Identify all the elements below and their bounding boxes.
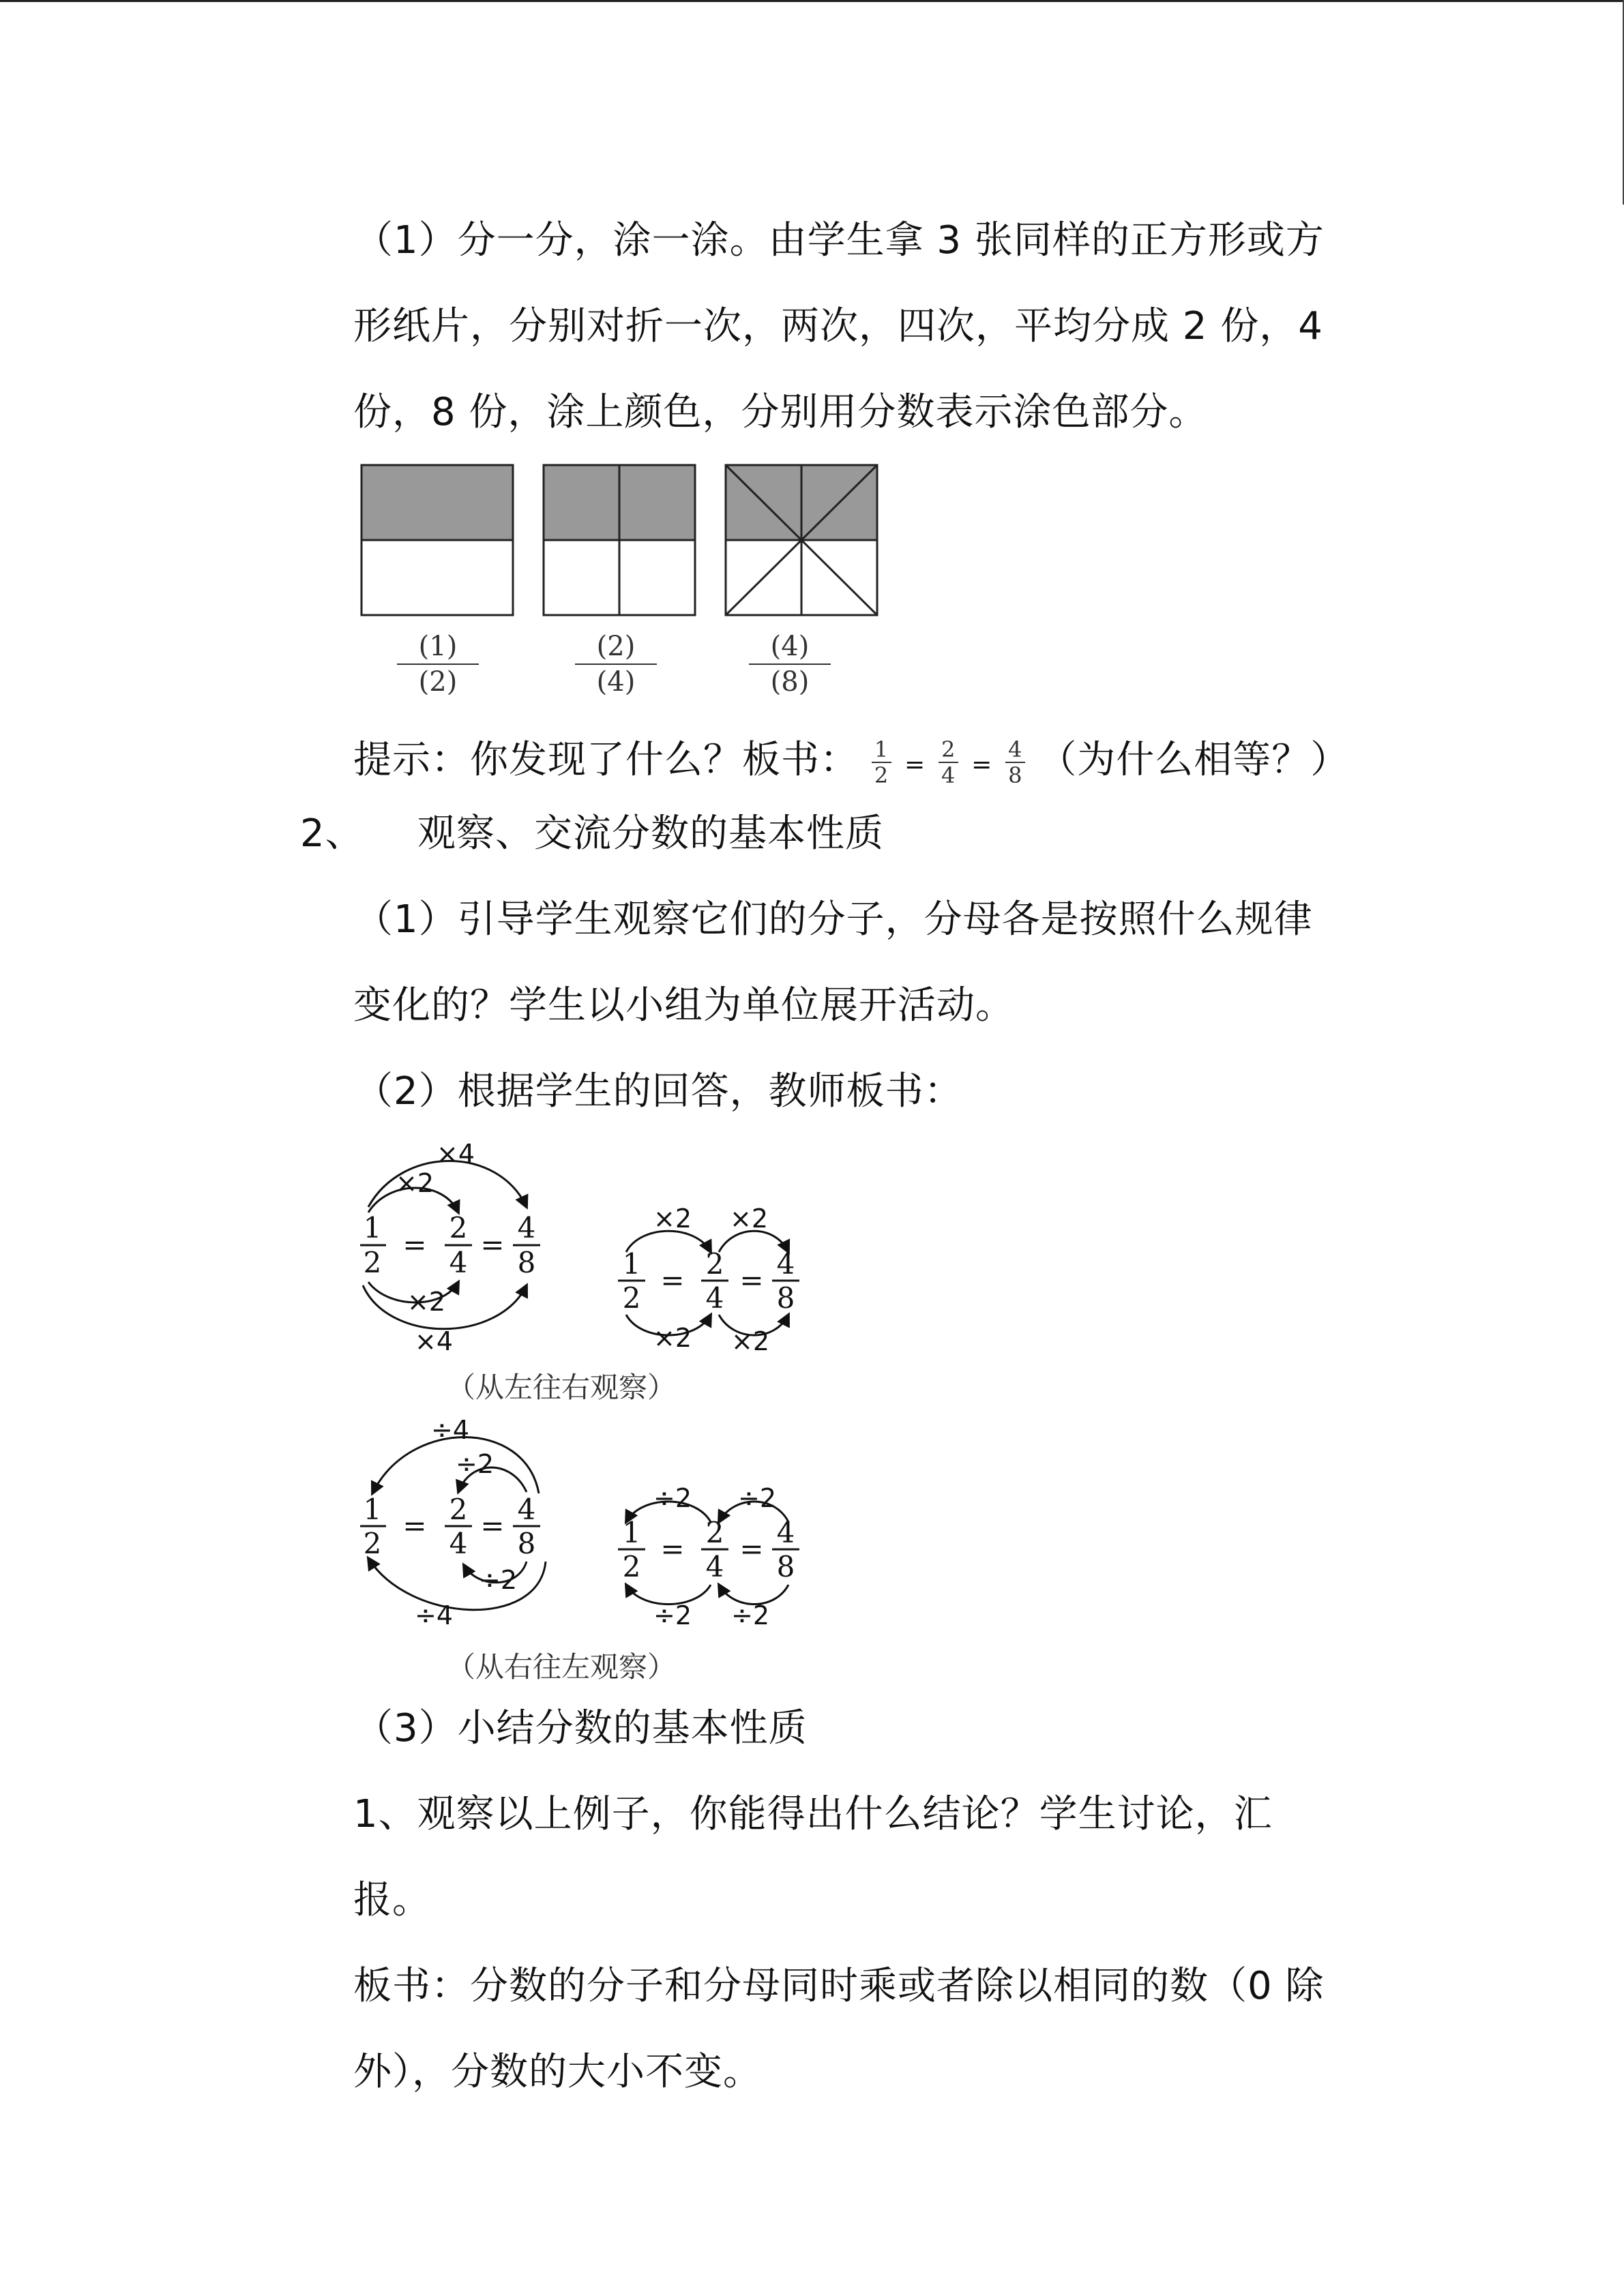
para1-line2: 形纸片，分别对折一次，两次，四次，平均分成 2 份，4 (353, 304, 1323, 348)
svg-text:4: 4 (517, 1211, 536, 1244)
svg-text:÷2: ÷2 (478, 1565, 518, 1595)
svg-text:=: = (660, 1532, 685, 1566)
svg-text:÷2: ÷2 (653, 1483, 692, 1513)
caption-2-4: (2) (4) (575, 631, 657, 698)
svg-text:8: 8 (776, 1281, 795, 1315)
inline-fraction-1-2: $\frac{1}{2}$ (872, 737, 891, 788)
svg-text:÷2: ÷2 (737, 1483, 777, 1513)
svg-text:4: 4 (517, 1493, 536, 1526)
svg-text:2: 2 (449, 1211, 468, 1244)
hint-prefix: 提示：你发现了什么？板书： (353, 738, 859, 782)
equals-sign: = (904, 751, 926, 779)
svg-text:1: 1 (622, 1516, 641, 1549)
para2-line1: （1）引导学生观察它们的分子，分母各是按照什么规律 (355, 897, 1313, 942)
svg-text:÷4: ÷4 (414, 1600, 454, 1630)
caption-4-8: (4) (8) (749, 631, 831, 698)
note-right-to-left: （从右往左观察） (447, 1650, 677, 1684)
equals-sign: = (971, 751, 993, 779)
inline-fraction-2-4: $\frac{2}{4}$ (939, 737, 958, 788)
svg-text:8: 8 (776, 1550, 795, 1583)
svg-text:1: 1 (622, 1247, 641, 1281)
svg-text:×4: ×4 (414, 1326, 454, 1356)
svg-text:2: 2 (622, 1550, 641, 1583)
note-left-to-right: （从左往右观察） (447, 1371, 677, 1404)
svg-text:4: 4 (705, 1550, 724, 1583)
para1-line3: 份，8 份，涂上颜色，分别用分数表示涂色部分。 (353, 390, 1208, 434)
para4: （3）小结分数的基本性质 (355, 1706, 808, 1750)
para6-line1: 板书：分数的分子和分母同时乘或者除以相同的数（0 除 (353, 1964, 1325, 2008)
para3: （2）根据学生的回答，教师板书： (355, 1069, 963, 1114)
caption-1-2: (1) (2) (397, 631, 479, 698)
svg-text:8: 8 (517, 1527, 536, 1560)
svg-text:2: 2 (449, 1493, 468, 1526)
svg-text:=: = (660, 1264, 685, 1297)
hint-suffix: （为什么相等？） (1038, 738, 1350, 782)
svg-text:4: 4 (705, 1281, 724, 1315)
svg-text:4: 4 (449, 1246, 468, 1279)
svg-text:÷4: ÷4 (430, 1415, 470, 1445)
svg-text:÷2: ÷2 (730, 1600, 770, 1630)
svg-text:×4: ×4 (436, 1139, 475, 1169)
svg-text:2: 2 (363, 1527, 382, 1560)
svg-text:×2: ×2 (653, 1204, 692, 1234)
svg-text:2: 2 (705, 1247, 724, 1281)
svg-text:=: = (402, 1228, 427, 1262)
svg-text:2: 2 (705, 1516, 724, 1549)
svg-text:=: = (739, 1264, 764, 1297)
svg-text:4: 4 (449, 1527, 468, 1560)
svg-text:2: 2 (622, 1281, 641, 1315)
svg-text:×2: ×2 (729, 1204, 769, 1234)
para5-line2: 报。 (353, 1878, 431, 1922)
svg-text:=: = (480, 1509, 505, 1542)
inline-fraction-4-8: $\frac{4}{8}$ (1005, 737, 1025, 788)
svg-text:=: = (402, 1509, 427, 1542)
svg-text:÷2: ÷2 (455, 1449, 494, 1479)
svg-text:=: = (480, 1228, 505, 1262)
svg-text:1: 1 (363, 1211, 382, 1244)
svg-text:÷2: ÷2 (653, 1600, 692, 1630)
section2-title: 观察、交流分数的基本性质 (417, 811, 884, 856)
para6-line2: 外），分数的大小不变。 (353, 2050, 762, 2094)
svg-text:4: 4 (776, 1247, 795, 1281)
para1-line1: （1）分一分，涂一涂。由学生拿 3 张同样的正方形或方 (355, 218, 1325, 263)
svg-text:8: 8 (517, 1246, 536, 1279)
svg-text:×2: ×2 (395, 1168, 434, 1198)
section2-number: 2、 (300, 811, 364, 856)
svg-text:2: 2 (363, 1246, 382, 1279)
svg-text:×2: ×2 (407, 1287, 446, 1317)
para5-line1: 1、观察以上例子，你能得出什么结论？学生讨论，汇 (353, 1792, 1273, 1836)
svg-text:=: = (739, 1532, 764, 1566)
svg-text:1: 1 (363, 1493, 382, 1526)
para2-line2: 变化的？学生以小组为单位展开活动。 (353, 983, 1014, 1028)
svg-text:×2: ×2 (730, 1326, 770, 1356)
svg-text:×2: ×2 (653, 1323, 692, 1353)
svg-text:4: 4 (776, 1516, 795, 1549)
